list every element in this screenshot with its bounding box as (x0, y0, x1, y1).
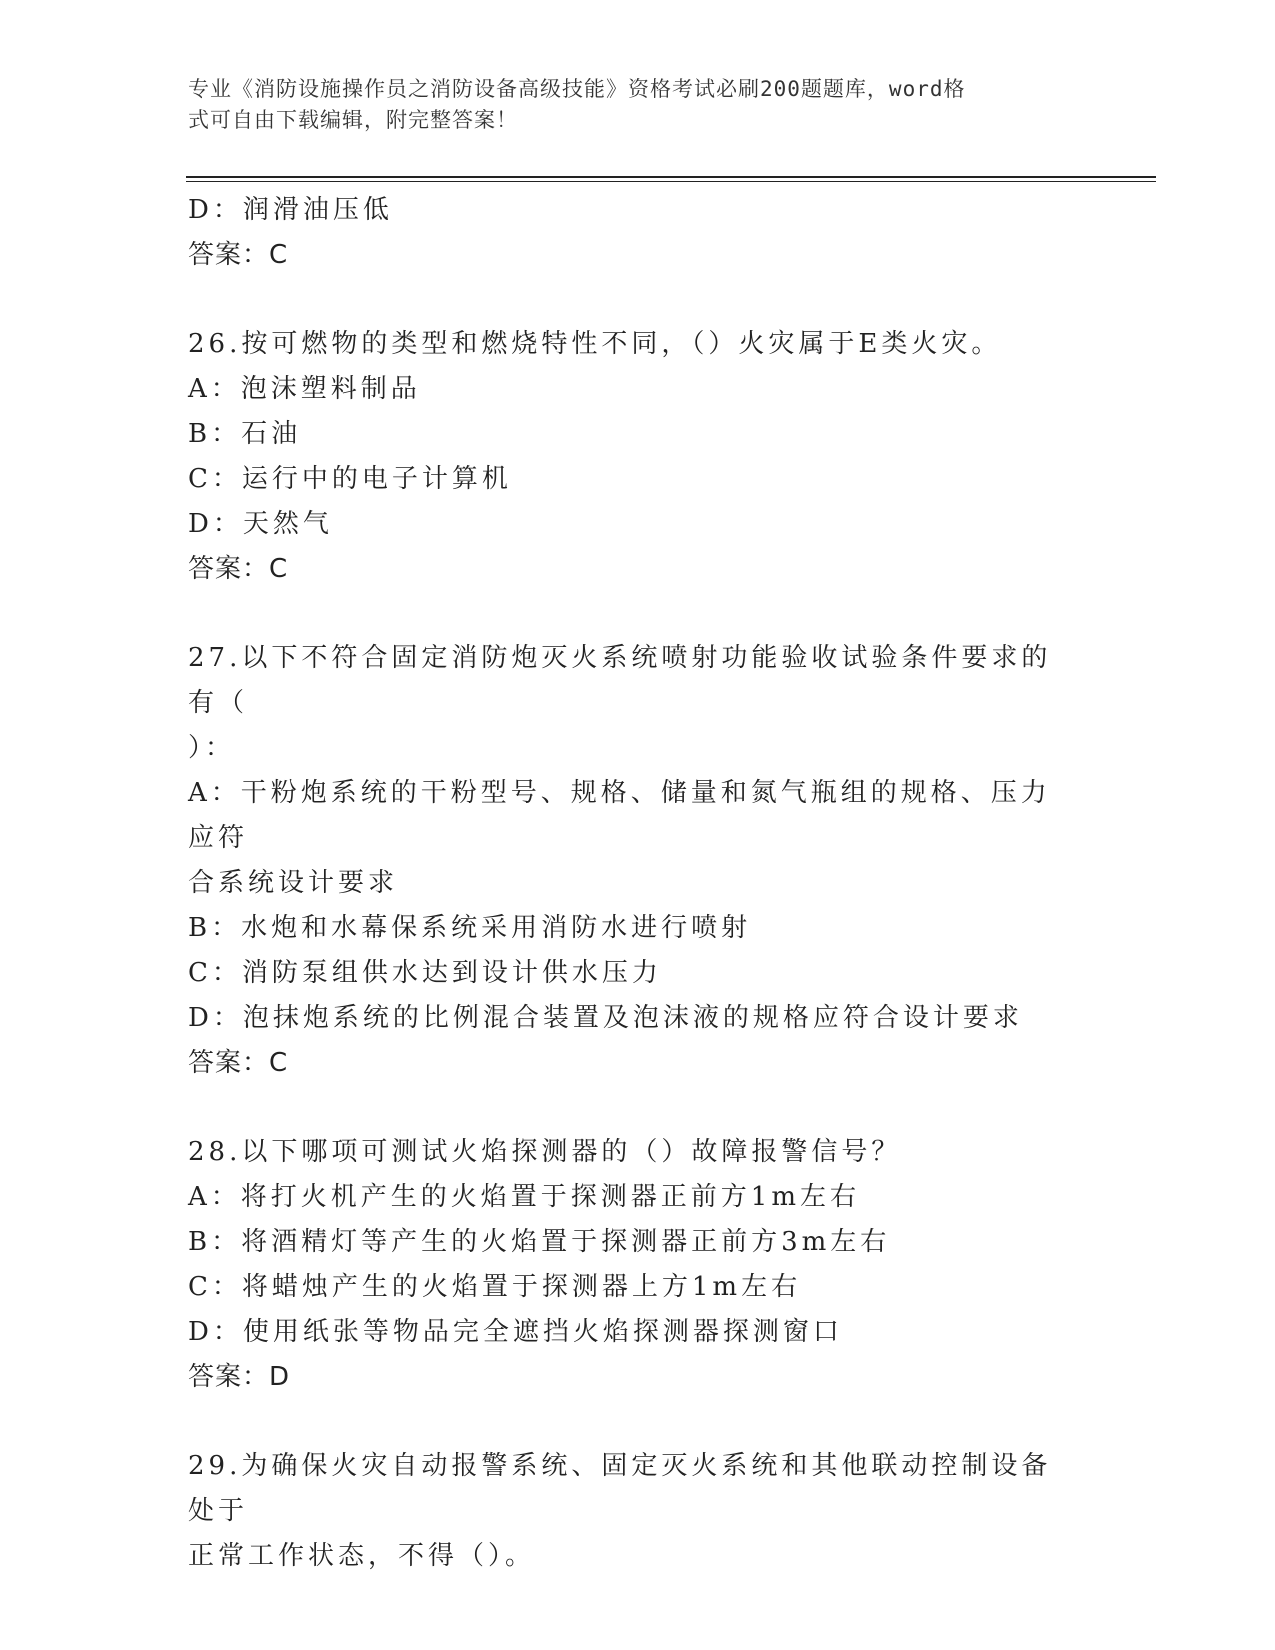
question-stem-line-1: 29.为确保火灾自动报警系统、固定灭火系统和其他联动控制设备处于 (188, 1451, 1052, 1526)
option-b: B：将酒精灯等产生的火焰置于探测器正前方3m左右 (188, 1227, 891, 1257)
question-27 (188, 636, 1078, 1086)
question-stem-line-2: ）： (188, 733, 236, 763)
question-25-tail (188, 188, 1078, 278)
option-a: A：将打火机产生的火焰置于探测器正前方1m左右 (188, 1182, 860, 1212)
option-c: C：消防泵组供水达到设计供水压力 (188, 958, 662, 988)
question-stem-line-2: 正常工作状态，不得（）。 (188, 1541, 536, 1571)
question-stem-line-1: 27.以下不符合固定消防炮灭火系统喷射功能验收试验条件要求的有（ (188, 643, 1052, 718)
option-a-line-2: 合系统设计要求 (188, 868, 399, 898)
option-a-line-1: A：干粉炮系统的干粉型号、规格、储量和氮气瓶组的规格、压力应符 (188, 778, 1051, 853)
answer: 答案：C (188, 554, 289, 584)
option-c: C：将蜡烛产生的火焰置于探测器上方1m左右 (188, 1272, 802, 1302)
option-d: D：天然气 (188, 509, 333, 539)
answer: 答案：C (188, 1048, 289, 1078)
header-divider-thick (186, 176, 1156, 178)
option-a: A：泡沫塑料制品 (188, 374, 421, 404)
option-d: D：使用纸张等物品完全遮挡火焰探测器探测窗口 (188, 1317, 843, 1347)
option-b: B：石油 (188, 419, 302, 449)
question-list (188, 188, 1078, 1579)
question-stem: 28.以下哪项可测试火焰探测器的（）故障报警信号？ (188, 1137, 902, 1167)
option-b: B：水炮和水幕保系统采用消防水进行喷射 (188, 913, 752, 943)
answer: 答案：D (188, 1362, 291, 1392)
answer: 答案：C (188, 240, 289, 270)
option-d: D：泡抹炮系统的比例混合装置及泡沫液的规格应符合设计要求 (188, 1003, 1023, 1033)
option-d: D：润滑油压低 (188, 195, 393, 225)
header-line-1: 专业《消防设施操作员之消防设备高级技能》资格考试必刷200题题库，word格 (188, 77, 966, 101)
question-28 (188, 1130, 1078, 1400)
question-29 (188, 1444, 1078, 1579)
header-line-2: 式可自由下载编辑，附完整答案！ (188, 108, 518, 132)
question-26 (188, 322, 1078, 592)
header-divider-thin (186, 181, 1156, 182)
document-header (188, 74, 1068, 136)
question-stem: 26.按可燃物的类型和燃烧特性不同，（）火灾属于E类火灾。 (188, 329, 1002, 359)
option-c: C：运行中的电子计算机 (188, 464, 512, 494)
